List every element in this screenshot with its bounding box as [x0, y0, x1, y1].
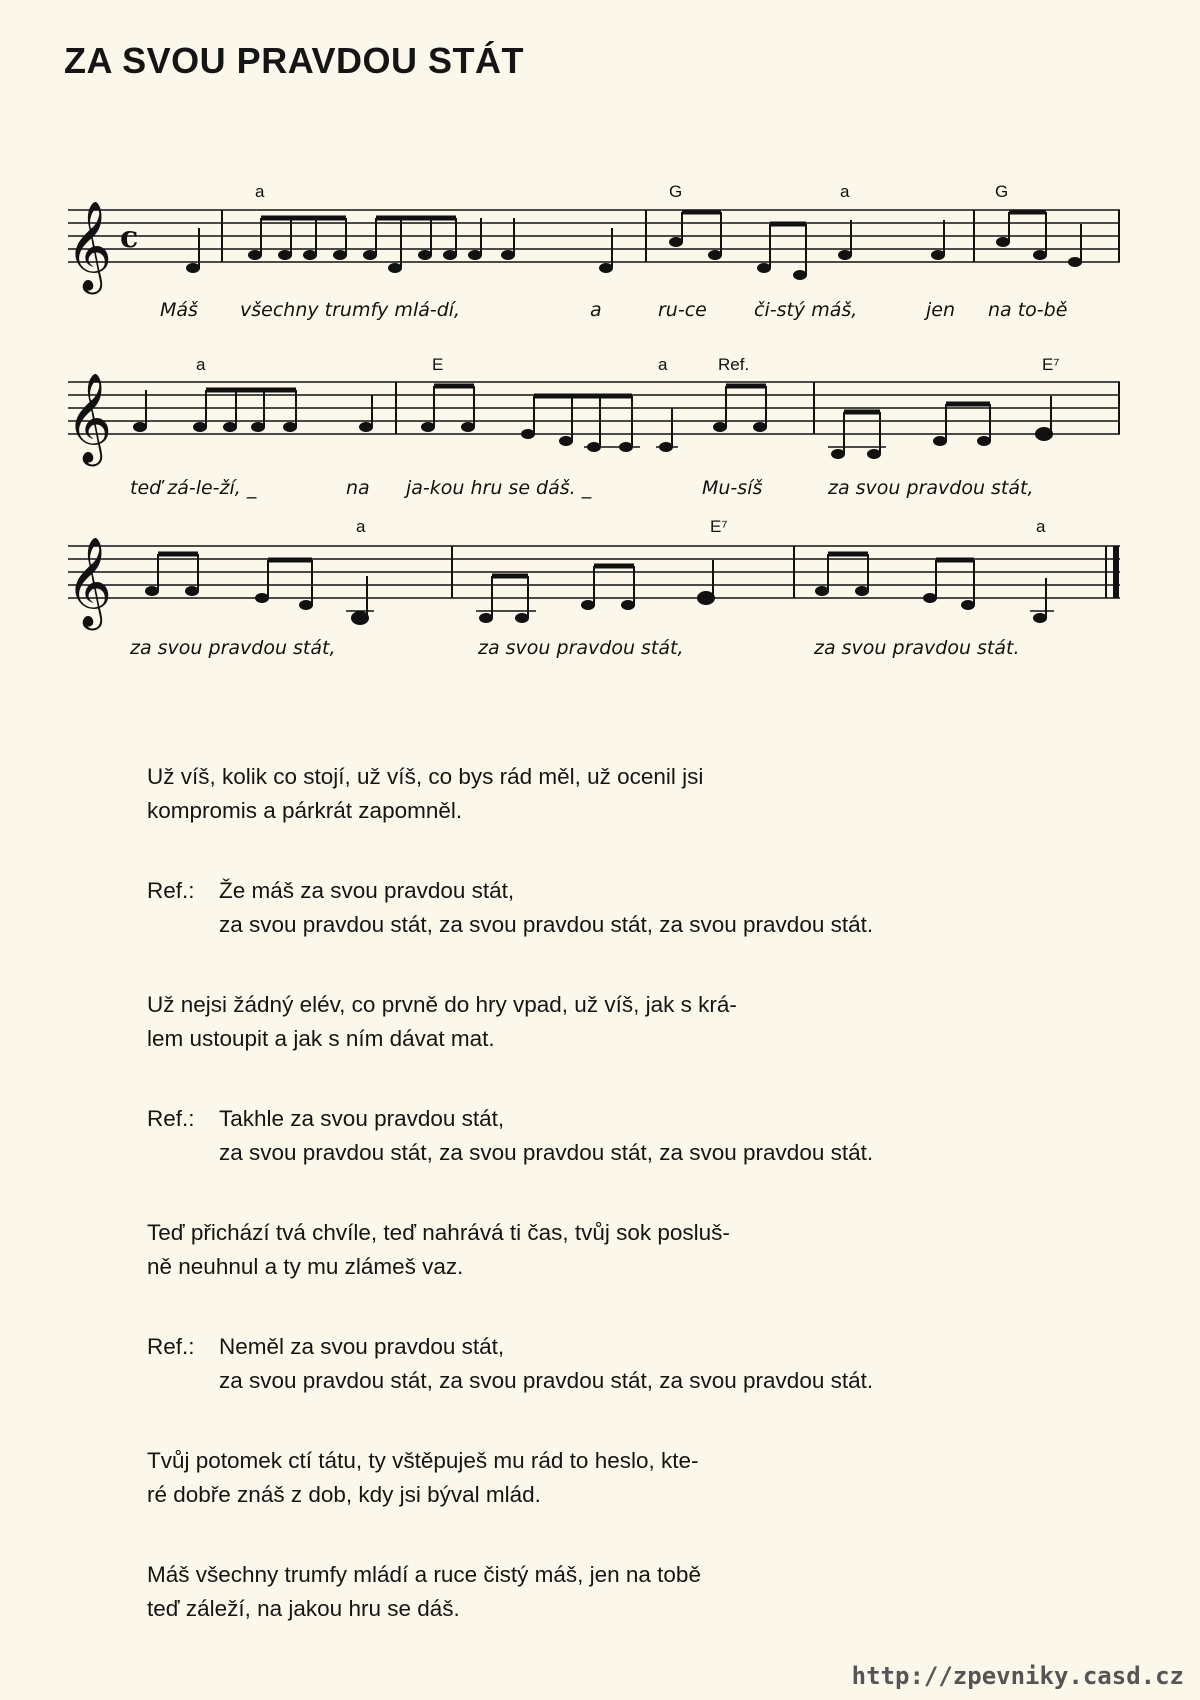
note: [421, 386, 435, 432]
lyric-syllable: za svou pravdou stát.: [814, 637, 1020, 659]
lyric-syllable: Mu-síš: [702, 477, 763, 499]
verse-5: [147, 1558, 1147, 1626]
note: [251, 390, 265, 432]
note: [333, 218, 347, 260]
lyric-syllable: teď zá-le-ží, _: [130, 477, 257, 499]
note: [793, 224, 807, 280]
note: [855, 554, 869, 596]
note: [461, 386, 475, 432]
staff-lines: [68, 210, 1120, 262]
note: [815, 554, 829, 596]
lyric-line: [130, 477, 1034, 499]
common-time-signature: c: [120, 220, 139, 255]
note: [923, 560, 937, 603]
lyric-syllable: za svou pravdou stát,: [130, 637, 336, 659]
note: [698, 560, 714, 604]
note: [1036, 396, 1052, 440]
lyric-line: Už víš, kolik co stojí, už víš, co bys rád měl, už ocenil jsi: [147, 764, 704, 789]
lyric-syllable: či-stý máš,: [754, 299, 858, 321]
lyric-line: [129, 637, 1020, 659]
lyric-line: Už nejsi žádný elév, co prvně do hry vpad, už víš, jak s krá-: [147, 992, 737, 1017]
note: [303, 218, 317, 260]
note: [713, 386, 727, 432]
song-lyrics: [147, 760, 1147, 1672]
refrain-label: Ref.:: [147, 1106, 195, 1131]
note: [977, 404, 991, 446]
note: [659, 408, 673, 452]
lyric-syllable: ru-ce: [658, 299, 707, 321]
chord-symbol: a: [255, 182, 265, 201]
lyric-syllable: za svou pravdou stát,: [478, 637, 684, 659]
lyric-syllable: jen: [926, 299, 956, 321]
lyric-line: ně neuhnul a ty mu zlámeš vaz.: [147, 1254, 464, 1279]
chord-symbol: E⁷: [710, 517, 728, 536]
staff-system-3: [66, 517, 1120, 659]
chord-symbol: a: [1036, 517, 1046, 536]
lyric-line: Teď přichází tvá chvíle, teď nahrává ti čas, tvůj sok posluš-: [147, 1220, 730, 1245]
note: [996, 212, 1010, 247]
lyric-line: za svou pravdou stát, za svou pravdou stát, za svou pravdou stát.: [219, 1140, 874, 1165]
note: [185, 554, 199, 596]
note: [599, 228, 613, 273]
note: [501, 218, 515, 260]
lyric-syllable: Máš: [160, 299, 198, 321]
refrain-2: [147, 1102, 1147, 1170]
verse-3: [147, 1216, 1147, 1284]
note: [223, 390, 237, 432]
chord-symbol: G: [669, 182, 683, 201]
lyric-syllable: a: [590, 299, 602, 321]
treble-clef-icon: 𝄞: [66, 201, 113, 291]
chord-symbol: Ref.: [718, 355, 750, 374]
chord-symbol: a: [356, 517, 366, 536]
lyric-line: ré dobře znáš z dob, kdy jsi býval mlád.: [147, 1482, 541, 1507]
lyric-line: Máš všechny trumfy mládí a ruce čistý máš, jen na tobě: [147, 1562, 701, 1587]
note: [248, 218, 262, 260]
lyric-line: [160, 299, 1067, 321]
note: [145, 554, 159, 596]
chord-symbols: [196, 355, 1060, 374]
lyric-syllable: za svou pravdou stát,: [828, 477, 1034, 499]
refrain-3: [147, 1330, 1147, 1398]
note: [255, 560, 269, 603]
treble-clef-icon: 𝄞: [66, 537, 113, 627]
note: [193, 390, 207, 432]
verse-2: [147, 988, 1147, 1056]
note: [933, 404, 947, 446]
note: [1068, 224, 1082, 267]
lyric-line: kompromis a párkrát zapomněl.: [147, 798, 463, 823]
note: [186, 228, 200, 273]
lyric-syllable: ja-kou hru se dáš. _: [406, 477, 592, 499]
lyric-line: lem ustoupit a jak s ním dávat mat.: [147, 1026, 495, 1051]
verse-1: [147, 760, 1147, 828]
lyric-line: teď záleží, na jakou hru se dáš.: [147, 1596, 460, 1621]
treble-clef-icon: 𝄞: [66, 373, 113, 463]
lyric-syllable: na: [346, 477, 370, 499]
chord-symbol: E: [432, 355, 444, 374]
source-url: http://zpevniky.casd.cz: [851, 1662, 1184, 1690]
chord-symbol: E⁷: [1042, 355, 1060, 374]
chord-symbols: [356, 517, 1046, 536]
chord-symbol: a: [658, 355, 668, 374]
lyric-line: za svou pravdou stát, za svou pravdou stát, za svou pravdou stát.: [219, 1368, 874, 1393]
note: [283, 390, 297, 432]
note: [515, 576, 529, 623]
lyric-line: Že máš za svou pravdou stát,: [219, 878, 515, 903]
music-score: [0, 0, 1200, 700]
song-title: ZA SVOU PRAVDOU STÁT: [64, 40, 525, 81]
note: [479, 576, 493, 623]
staff-system-1: [66, 182, 1120, 321]
note: [133, 390, 147, 432]
note: [669, 212, 683, 247]
refrain-label: Ref.:: [147, 1334, 195, 1359]
note: [753, 386, 767, 432]
refrain-label: Ref.:: [147, 878, 195, 903]
note: [418, 218, 432, 260]
verse-4: [147, 1444, 1147, 1512]
note: [359, 395, 373, 432]
note: [831, 412, 845, 459]
chord-symbol: a: [840, 182, 850, 201]
lyric-syllable: na to-bě: [988, 299, 1068, 321]
lyric-syllable: všechny trumfy mlá-dí,: [240, 299, 461, 321]
note: [838, 220, 852, 260]
lyric-line: Tvůj potomek ctí tátu, ty vštěpuješ mu rád to heslo, kte-: [147, 1448, 699, 1473]
note: [867, 412, 881, 459]
note: [278, 218, 292, 260]
lyric-line: Takhle za svou pravdou stát,: [219, 1106, 505, 1131]
note: [521, 396, 535, 439]
staff-system-2: [66, 355, 1120, 499]
lyric-line: za svou pravdou stát, za svou pravdou stát, za svou pravdou stát.: [219, 912, 874, 937]
note: [352, 576, 368, 624]
note: [363, 218, 377, 260]
note: [931, 220, 945, 260]
refrain-1: [147, 874, 1147, 942]
note: [619, 396, 633, 452]
chord-symbol: G: [995, 182, 1009, 201]
note: [468, 218, 482, 260]
chord-symbol: a: [196, 355, 206, 374]
note: [587, 396, 601, 452]
chord-symbols: [255, 182, 1008, 201]
lyric-line: Neměl za svou pravdou stát,: [219, 1334, 505, 1359]
note: [443, 218, 457, 260]
note: [388, 218, 402, 273]
